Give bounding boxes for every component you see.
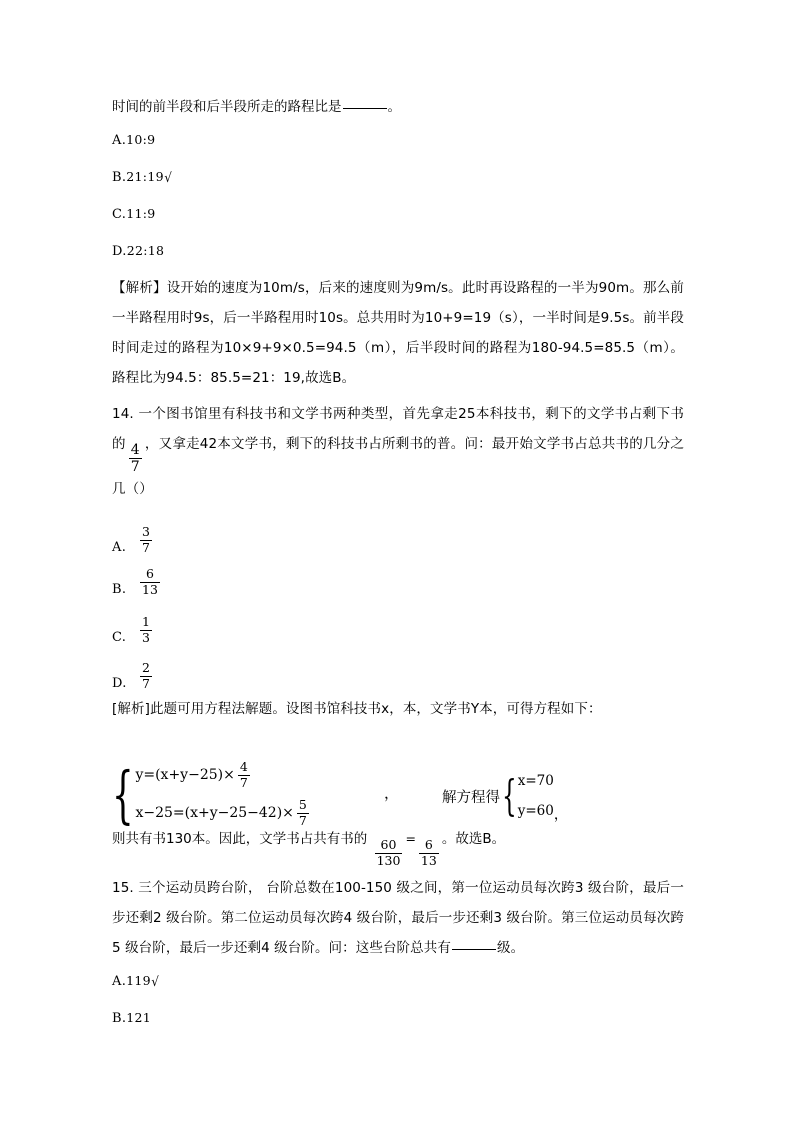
fraction-denominator: 3 <box>142 629 150 645</box>
q13-option-a-label: A. <box>112 133 127 148</box>
q15-number: 15. <box>112 880 134 897</box>
brace-icon: { <box>112 757 134 831</box>
q14-option-c-label: C. <box>112 630 127 646</box>
equation-line-2 <box>135 794 311 832</box>
fraction-numerator: 60 <box>380 837 397 853</box>
q14-option-b-label: B. <box>112 582 127 598</box>
q13-analysis <box>112 273 684 393</box>
equation-line-2-lhs: x−25=(x+y−25−42)× <box>135 805 294 822</box>
q15-option-b[interactable] <box>112 1000 684 1037</box>
fraction-numerator: 4 <box>130 442 140 459</box>
q15-option-a[interactable] <box>112 963 684 1000</box>
brace-icon: { <box>502 770 517 820</box>
q15-option-b-label: B. <box>112 1011 127 1027</box>
fraction-numerator: 2 <box>142 660 150 676</box>
q15-stem-part2: 级。 <box>496 940 525 957</box>
solution-x: x=70 <box>517 773 554 790</box>
solve-label: 解方程得 <box>442 789 500 806</box>
q15-option-a-value: 119 <box>126 973 151 989</box>
q14-stem-fraction <box>129 443 142 474</box>
q14-options <box>112 510 684 692</box>
q15-option-a-label: A. <box>112 974 127 990</box>
fraction-denominator: 7 <box>298 812 307 828</box>
equation-solution <box>442 766 568 826</box>
q13-option-d-value: 22:18 <box>126 243 165 258</box>
q14-number: 14. <box>112 406 134 422</box>
equation-line-1-lhs: y=(x+y−25)× <box>135 767 235 784</box>
q14-option-c-fraction <box>140 616 152 644</box>
q14-analysis-tag: [解析] <box>112 701 150 718</box>
q13-option-d[interactable] <box>112 233 684 270</box>
q13-option-c[interactable] <box>112 196 684 233</box>
equation-system-comma: ， <box>384 784 400 803</box>
fraction-numerator: 3 <box>142 524 150 540</box>
checkmark-icon: √ <box>151 975 158 991</box>
q14-conclusion-equals: = <box>405 831 416 847</box>
q13-stem-text: 时间的前半段和后半段所走的路程比是 <box>112 99 342 115</box>
q14-analysis-text: 此题可用方程法解题。设图书馆科技书x，本，文学书Y本，可得方程如下： <box>149 701 602 718</box>
q14-conclusion-fraction-1 <box>375 839 403 867</box>
solution-y: y=60 <box>517 803 554 820</box>
fraction-denominator: 7 <box>142 675 150 691</box>
q14-stem-part2: ，又拿走42本文学书，剩下的科技书占所剩书的普。问：最开始文学书占总共书的几分之几（） <box>112 436 684 498</box>
q13-option-d-label: D. <box>112 244 127 259</box>
q13-option-c-label: C. <box>112 207 127 222</box>
fraction-numerator: 4 <box>239 759 248 775</box>
q14-option-d-label: D. <box>112 676 127 692</box>
equation-line-1-fraction <box>238 761 250 789</box>
equation-system-left <box>112 756 312 832</box>
q15-stem-part1: 三个运动员跨台阶， 台阶总数在100-150 级之间，第一位运动员每次跨3 级台阶，最后一步还剩2 级台阶。第二位运动员每次跨4 级台阶，最后一步还剩3 级台阶。第三位运动员每次跨5 级台阶，最后一步还剩4 级台阶。问：这些台阶总共有 <box>112 880 684 957</box>
fraction-denominator: 13 <box>142 581 158 597</box>
q15-option-b-value: 121 <box>126 1010 152 1026</box>
q14-conclusion-part1: 则共有书130本。因此，文学书占共有书的 <box>112 831 368 848</box>
equation-line-1 <box>135 756 311 794</box>
q13-option-b[interactable] <box>112 159 684 196</box>
q13-analysis-tag: 【解析】 <box>112 280 167 296</box>
q14-option-d-fraction <box>140 662 152 690</box>
q14-stem <box>112 399 684 504</box>
fraction-denominator: 7 <box>130 459 140 476</box>
q13-stem-end: 。 <box>387 99 401 115</box>
fraction-numerator: 1 <box>142 614 150 630</box>
q14-conclusion-part2: 。故选B。 <box>441 831 506 848</box>
q15-answer-blank <box>452 949 496 950</box>
q14-option-c[interactable] <box>112 598 684 646</box>
q13-stem-tail <box>112 92 684 122</box>
fraction-numerator: 6 <box>424 837 433 853</box>
q14-option-a-fraction <box>140 526 152 554</box>
q13-option-c-value: 11:9 <box>126 206 156 221</box>
equation-line-2-fraction <box>297 799 309 827</box>
fraction-denominator: 13 <box>420 852 437 868</box>
fraction-numerator: 6 <box>145 566 154 582</box>
q13-answer-blank <box>343 108 387 109</box>
q14-option-b-fraction <box>140 568 160 596</box>
q14-equation-system <box>112 730 684 831</box>
q14-option-a-label: A. <box>112 540 127 556</box>
checkmark-icon: √ <box>164 171 171 186</box>
solution-comma: ， <box>553 807 568 824</box>
q13-analysis-text: 设开始的速度为10m/s，后来的速度则为9m/s。此时再设路程的一半为90m。那么前一半路程用时9s，后一半路程用时10s。总共用时为10+9=19（s），一半时间是9.5s。前半段时间走过的路程为10×9+9×0.5=94.5（m），后半段时间的路程为180-94.5=85.5（m）。路程比为94.5：85.5=21：19,故选B。 <box>112 280 684 386</box>
document-content <box>112 92 684 1037</box>
fraction-numerator: 5 <box>298 797 307 813</box>
q14-option-a[interactable] <box>112 510 684 556</box>
q13-option-a[interactable] <box>112 122 684 159</box>
q14-analysis <box>112 694 684 724</box>
q13-option-a-value: 10:9 <box>126 132 156 147</box>
q13-option-b-label: B. <box>112 170 127 185</box>
q15-stem <box>112 873 684 963</box>
q14-option-d[interactable] <box>112 646 684 692</box>
q14-stem-part1: 一个图书馆里有科技书和文学书两种类型，首先拿走25本科技书，剩下的文学书占剩下书的 <box>112 406 684 452</box>
q14-conclusion-fraction-2 <box>419 839 439 867</box>
fraction-denominator: 7 <box>142 539 150 555</box>
q14-option-b[interactable] <box>112 556 684 598</box>
fraction-denominator: 7 <box>239 774 248 790</box>
fraction-denominator: 130 <box>376 852 401 868</box>
q13-option-b-value: 21:19 <box>126 169 164 184</box>
